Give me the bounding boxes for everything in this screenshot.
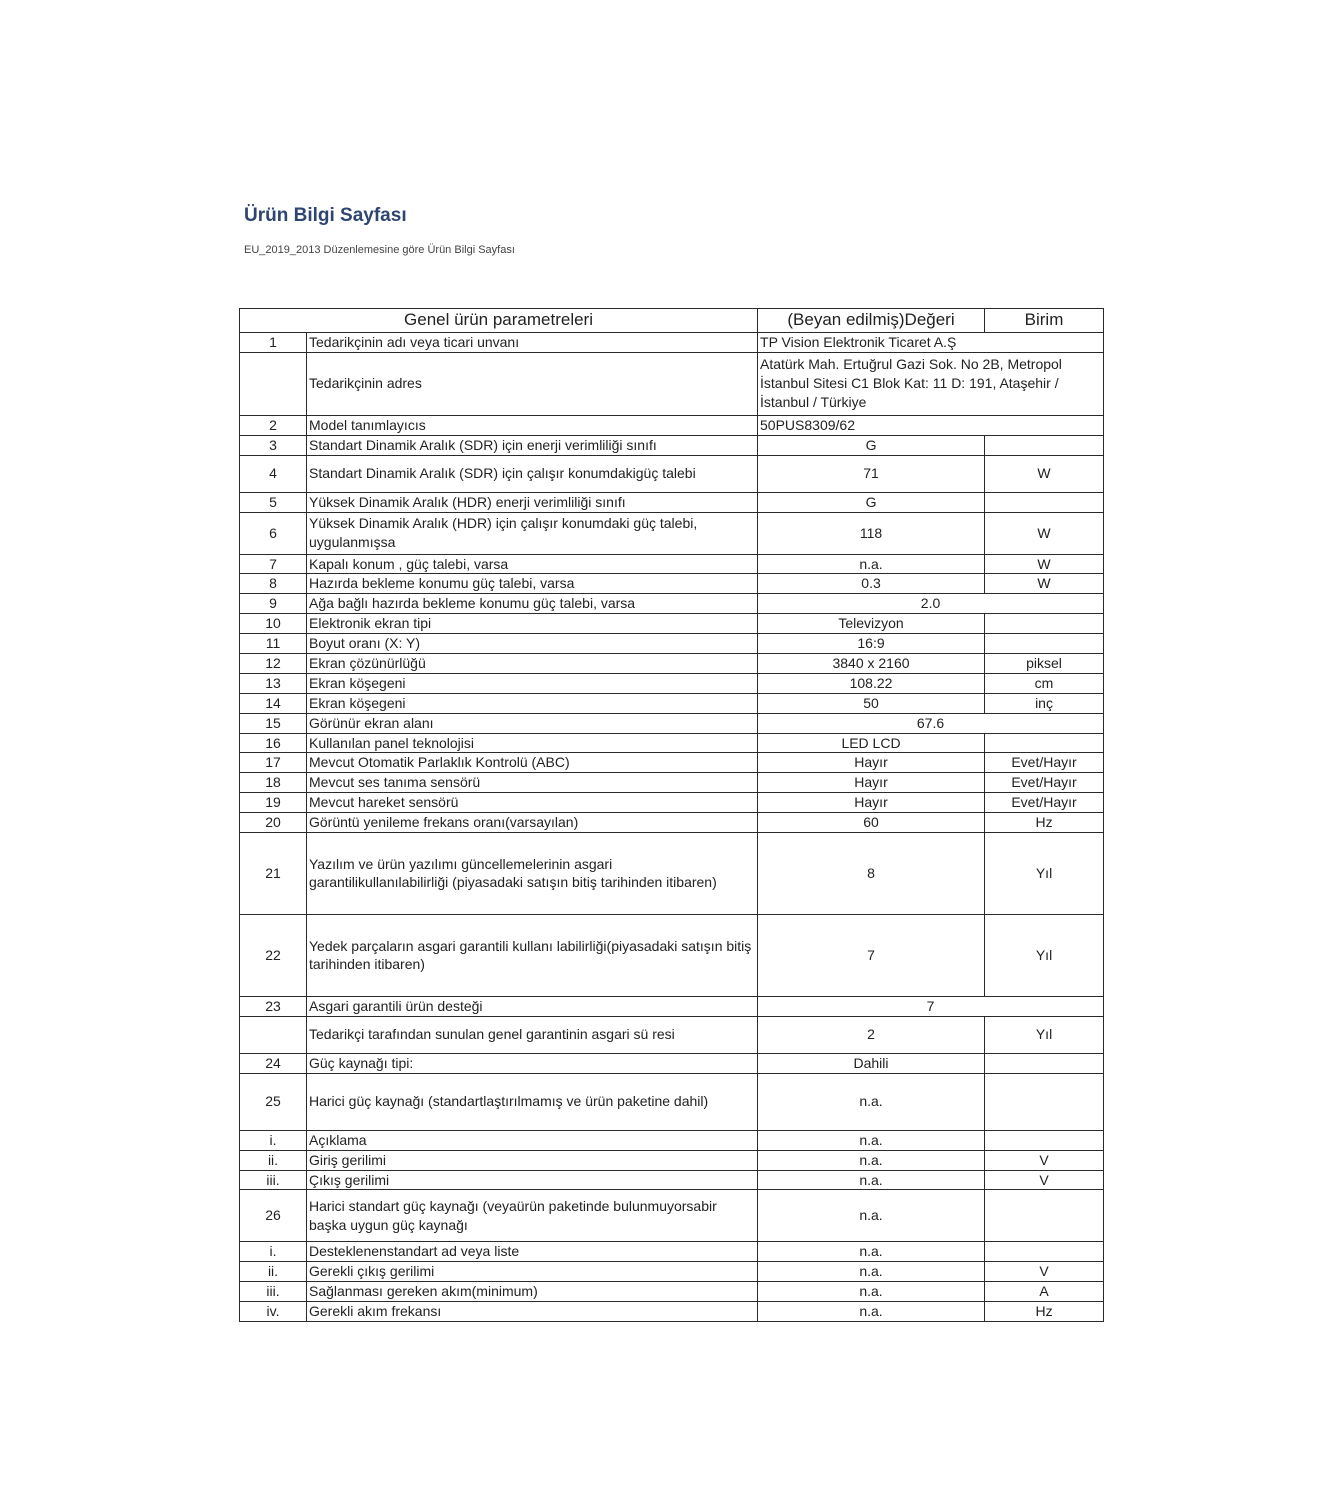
row-parameter: Model tanımlayıcıs	[307, 415, 758, 435]
row-number: i.	[240, 1130, 307, 1150]
row-value: TP Vision Elektronik Ticaret A.Ş	[758, 332, 1104, 352]
table-header-row	[240, 309, 1104, 333]
table-row	[240, 554, 1104, 574]
row-value: G	[758, 435, 985, 455]
row-unit: Yıl	[985, 1016, 1104, 1053]
table-row	[240, 352, 1104, 415]
row-value: 7	[758, 914, 985, 996]
row-value: n.a.	[758, 1190, 985, 1242]
table-row	[240, 914, 1104, 996]
row-parameter: Sağlanması gereken akım(minimum)	[307, 1282, 758, 1302]
row-number: 2	[240, 415, 307, 435]
row-parameter: Kullanılan panel teknolojisi	[307, 733, 758, 753]
row-value: 0.3	[758, 574, 985, 594]
row-parameter: Ekran köşegeni	[307, 673, 758, 693]
row-number: 9	[240, 594, 307, 614]
row-value: 50	[758, 693, 985, 713]
row-number: i.	[240, 1242, 307, 1262]
table-row	[240, 1170, 1104, 1190]
row-unit: V	[985, 1262, 1104, 1282]
table-row	[240, 1242, 1104, 1262]
row-number: 10	[240, 614, 307, 634]
row-value: n.a.	[758, 554, 985, 574]
row-parameter: Tedarikçi tarafından sunulan genel garantinin asgari sü resi	[307, 1016, 758, 1053]
row-parameter: Mevcut hareket sensörü	[307, 793, 758, 813]
row-unit: A	[985, 1282, 1104, 1302]
row-parameter: Tedarikçinin adı veya ticari unvanı	[307, 332, 758, 352]
header-unit: Birim	[985, 309, 1104, 333]
row-value: Atatürk Mah. Ertuğrul Gazi Sok. No 2B, Metropol İstanbul Sitesi C1 Blok Kat: 11 D: 191, Ataşehir / İstanbul / Türkiye	[758, 352, 1104, 415]
row-unit: W	[985, 574, 1104, 594]
row-parameter: Tedarikçinin adres	[307, 352, 758, 415]
row-unit	[985, 1130, 1104, 1150]
table-row	[240, 813, 1104, 833]
row-unit: Yıl	[985, 914, 1104, 996]
row-unit	[985, 614, 1104, 634]
table-row	[240, 773, 1104, 793]
table-row	[240, 492, 1104, 512]
row-number	[240, 352, 307, 415]
row-number: 4	[240, 455, 307, 492]
row-value: 60	[758, 813, 985, 833]
row-unit: piksel	[985, 653, 1104, 673]
row-number: 1	[240, 332, 307, 352]
page-subtitle: EU_2019_2013 Düzenlemesine göre Ürün Bilgi Sayfası	[244, 244, 515, 256]
row-unit	[985, 634, 1104, 654]
product-info-table	[239, 308, 1104, 1322]
row-value: Televizyon	[758, 614, 985, 634]
row-unit: Evet/Hayır	[985, 793, 1104, 813]
row-parameter: Gerekli çıkış gerilimi	[307, 1262, 758, 1282]
row-unit: Hz	[985, 1302, 1104, 1322]
row-parameter: Ekran köşegeni	[307, 693, 758, 713]
row-unit: cm	[985, 673, 1104, 693]
row-number: 15	[240, 713, 307, 733]
table-row	[240, 1150, 1104, 1170]
row-value: 50PUS8309/62	[758, 415, 1104, 435]
row-unit: Evet/Hayır	[985, 773, 1104, 793]
row-number: iii.	[240, 1170, 307, 1190]
row-value: LED LCD	[758, 733, 985, 753]
row-parameter: Boyut oranı (X: Y)	[307, 634, 758, 654]
row-parameter: Güç kaynağı tipi:	[307, 1053, 758, 1073]
table-row	[240, 653, 1104, 673]
row-number: 16	[240, 733, 307, 753]
row-number: ii.	[240, 1150, 307, 1170]
row-unit: Evet/Hayır	[985, 753, 1104, 773]
row-value: G	[758, 492, 985, 512]
table-row	[240, 512, 1104, 554]
row-unit: Yıl	[985, 832, 1104, 914]
table-row	[240, 1053, 1104, 1073]
row-number: 12	[240, 653, 307, 673]
table-row	[240, 332, 1104, 352]
row-value: n.a.	[758, 1073, 985, 1130]
row-value: 16:9	[758, 634, 985, 654]
row-value: n.a.	[758, 1242, 985, 1262]
row-number: 7	[240, 554, 307, 574]
row-value: 67.6	[758, 713, 1104, 733]
row-unit: W	[985, 554, 1104, 574]
row-number: 18	[240, 773, 307, 793]
table-row	[240, 1302, 1104, 1322]
table-row	[240, 415, 1104, 435]
row-number: 19	[240, 793, 307, 813]
header-value: (Beyan edilmiş)Değeri	[758, 309, 985, 333]
row-number: 5	[240, 492, 307, 512]
row-unit: W	[985, 455, 1104, 492]
table-row	[240, 1073, 1104, 1130]
row-number: 14	[240, 693, 307, 713]
row-unit	[985, 1053, 1104, 1073]
row-parameter: Asgari garantili ürün desteği	[307, 996, 758, 1016]
row-number: 20	[240, 813, 307, 833]
row-parameter: Elektronik ekran tipi	[307, 614, 758, 634]
table-row	[240, 1016, 1104, 1053]
row-parameter: Yüksek Dinamik Aralık (HDR) için çalışır konumdaki güç talebi, uygulanmışsa	[307, 512, 758, 554]
table-row	[240, 713, 1104, 733]
table-row	[240, 753, 1104, 773]
row-value: 108.22	[758, 673, 985, 693]
row-parameter: Harici güç kaynağı (standartlaştırılmamış ve ürün paketine dahil)	[307, 1073, 758, 1130]
row-number: iv.	[240, 1302, 307, 1322]
row-number: 8	[240, 574, 307, 594]
row-parameter: Gerekli akım frekansı	[307, 1302, 758, 1322]
header-param: Genel ürün parametreleri	[240, 309, 758, 333]
row-unit: W	[985, 512, 1104, 554]
row-value: Hayır	[758, 793, 985, 813]
row-parameter: Standart Dinamik Aralık (SDR) için çalışır konumdakigüç talebi	[307, 455, 758, 492]
row-value: n.a.	[758, 1170, 985, 1190]
table-row	[240, 693, 1104, 713]
row-parameter: Kapalı konum , güç talebi, varsa	[307, 554, 758, 574]
row-number: 24	[240, 1053, 307, 1073]
row-unit	[985, 1242, 1104, 1262]
table-row	[240, 1282, 1104, 1302]
table-row	[240, 574, 1104, 594]
row-number: iii.	[240, 1282, 307, 1302]
row-value: n.a.	[758, 1130, 985, 1150]
row-parameter: Standart Dinamik Aralık (SDR) için enerji verimliliği sınıfı	[307, 435, 758, 455]
row-value: 8	[758, 832, 985, 914]
table-row	[240, 614, 1104, 634]
row-parameter: Çıkış gerilimi	[307, 1170, 758, 1190]
row-parameter: Ağa bağlı hazırda bekleme konumu güç talebi, varsa	[307, 594, 758, 614]
row-parameter: Görüntü yenileme frekans oranı(varsayılan)	[307, 813, 758, 833]
row-parameter: Ekran çözünürlüğü	[307, 653, 758, 673]
table-row	[240, 455, 1104, 492]
table-row	[240, 435, 1104, 455]
row-number: 26	[240, 1190, 307, 1242]
row-unit	[985, 1190, 1104, 1242]
row-value: 7	[758, 996, 1104, 1016]
row-unit: V	[985, 1170, 1104, 1190]
row-value: Hayır	[758, 773, 985, 793]
row-value: 2	[758, 1016, 985, 1053]
table-row	[240, 733, 1104, 753]
table-row	[240, 594, 1104, 614]
row-parameter: Mevcut Otomatik Parlaklık Kontrolü (ABC)	[307, 753, 758, 773]
row-number: 11	[240, 634, 307, 654]
row-value: n.a.	[758, 1262, 985, 1282]
row-number	[240, 1016, 307, 1053]
row-number: 23	[240, 996, 307, 1016]
row-number: 13	[240, 673, 307, 693]
row-value: 118	[758, 512, 985, 554]
row-parameter: Mevcut ses tanıma sensörü	[307, 773, 758, 793]
row-value: 2.0	[758, 594, 1104, 614]
row-value: Hayır	[758, 753, 985, 773]
row-number: 25	[240, 1073, 307, 1130]
row-unit: V	[985, 1150, 1104, 1170]
row-parameter: Giriş gerilimi	[307, 1150, 758, 1170]
table-row	[240, 634, 1104, 654]
row-value: n.a.	[758, 1302, 985, 1322]
table-row	[240, 1190, 1104, 1242]
row-number: 3	[240, 435, 307, 455]
table-row	[240, 832, 1104, 914]
row-parameter: Harici standart güç kaynağı (veyaürün paketinde bulunmuyorsabir başka uygun güç kaynağı	[307, 1190, 758, 1242]
row-value: 3840 x 2160	[758, 653, 985, 673]
row-parameter: Yedek parçaların asgari garantili kullanı labilirliği(piyasadaki satışın bitiş tarihinden itibaren)	[307, 914, 758, 996]
table-row	[240, 1130, 1104, 1150]
row-unit	[985, 435, 1104, 455]
row-parameter: Yazılım ve ürün yazılımı güncellemelerinin asgari garantilikullanılabilirliği (piyasadaki satışın bitiş tarihinden itibaren)	[307, 832, 758, 914]
row-value: n.a.	[758, 1150, 985, 1170]
row-parameter: Desteklenenstandart ad veya liste	[307, 1242, 758, 1262]
row-number: 21	[240, 832, 307, 914]
table-row	[240, 1262, 1104, 1282]
row-number: 6	[240, 512, 307, 554]
row-unit	[985, 1073, 1104, 1130]
page-title: Ürün Bilgi Sayfası	[244, 205, 407, 226]
table-row	[240, 793, 1104, 813]
row-value: 71	[758, 455, 985, 492]
row-parameter: Yüksek Dinamik Aralık (HDR) enerji verimliliği sınıfı	[307, 492, 758, 512]
row-value: n.a.	[758, 1282, 985, 1302]
row-unit: inç	[985, 693, 1104, 713]
row-unit: Hz	[985, 813, 1104, 833]
row-parameter: Görünür ekran alanı	[307, 713, 758, 733]
row-value: Dahili	[758, 1053, 985, 1073]
row-number: ii.	[240, 1262, 307, 1282]
row-parameter: Hazırda bekleme konumu güç talebi, varsa	[307, 574, 758, 594]
row-parameter: Açıklama	[307, 1130, 758, 1150]
table-row	[240, 996, 1104, 1016]
row-unit	[985, 492, 1104, 512]
row-number: 22	[240, 914, 307, 996]
row-unit	[985, 733, 1104, 753]
row-number: 17	[240, 753, 307, 773]
table-row	[240, 673, 1104, 693]
